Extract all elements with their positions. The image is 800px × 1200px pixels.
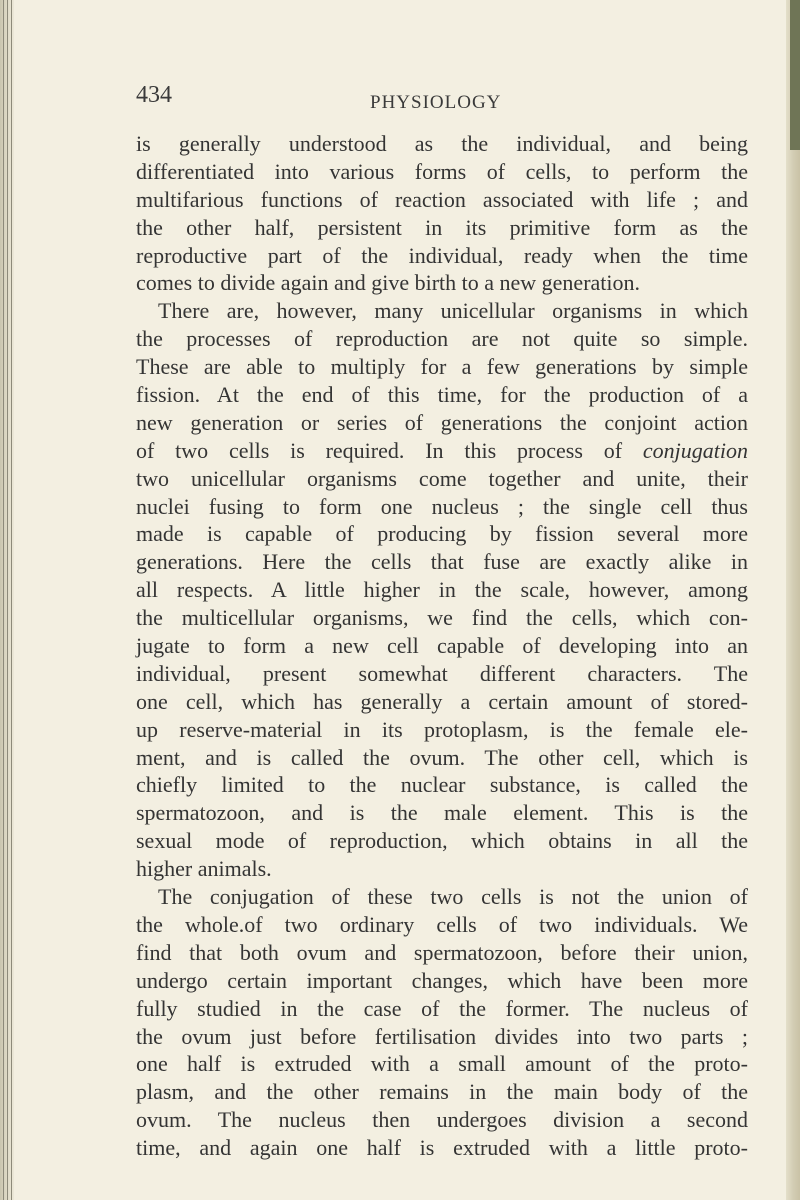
text-line: find that both ovum and spermatozoon, before their union, [136, 939, 748, 965]
text-line [136, 437, 748, 465]
text-line: new generation or series of generations the conjoint action [136, 409, 748, 435]
text-line: ovum. The nucleus then undergoes division a second [136, 1107, 748, 1133]
gutter-line [11, 0, 12, 1200]
text-line: fully studied in the case of the former. The nucleus of [136, 995, 748, 1021]
running-head: PHYSIOLOGY [370, 92, 502, 113]
text-line: the other half, persistent in its primitive form as the [136, 214, 748, 240]
text-line: up reserve-material in its protoplasm, is the female ele- [136, 716, 748, 742]
text-line: undergo certain important changes, which have been more [136, 967, 748, 993]
text-line: the ovum just before fertilisation divides into two parts ; [136, 1023, 748, 1049]
text-line: all respects. A little higher in the scale, however, among [136, 577, 748, 603]
text-line: These are able to multiply for a few generations by simple [136, 354, 748, 380]
text-line: There are, however, many unicellular organisms in which [158, 298, 748, 324]
text-line: differentiated into various forms of cells, to perform the [136, 158, 748, 184]
text-line: jugate to form a new cell capable of developing into an [136, 633, 748, 659]
text-line: made is capable of producing by fission several more [136, 521, 748, 547]
text-line: one half is extruded with a small amount of the proto- [136, 1051, 748, 1077]
text-line: fission. At the end of this time, for the production of a [136, 382, 748, 408]
italic-term: conjugation [642, 437, 749, 463]
text-line: reproductive part of the individual, ready when the time [136, 242, 748, 268]
text-line: comes to divide again and give birth to a new generation. [136, 270, 641, 296]
text-line: the multicellular organisms, we find the cells, which con- [136, 605, 748, 631]
text-line: one cell, which has generally a certain amount of stored- [136, 688, 748, 714]
gutter-line [7, 0, 8, 1200]
text-line: time, and again one half is extruded with a little proto- [136, 1135, 748, 1161]
text-line: ment, and is called the ovum. The other cell, which is [136, 744, 748, 770]
text-line: multifarious functions of reaction associated with life ; and [136, 186, 748, 212]
text-line: the whole.of two ordinary cells of two individuals. We [136, 911, 748, 937]
text-line: chiefly limited to the nuclear substance, is called the [136, 772, 748, 798]
text-line: plasm, and the other remains in the main body of the [136, 1079, 748, 1105]
text-line: the processes of reproduction are not quite so simple. [136, 326, 748, 352]
text-line: individual, present somewhat different characters. The [136, 660, 748, 686]
gutter-line [3, 0, 4, 1200]
text-line: The conjugation of these two cells is not the union of [158, 884, 748, 910]
page-number: 434 [136, 82, 172, 108]
text-line: nuclei fusing to form one nucleus ; the single cell thus [136, 493, 748, 519]
text-line: generations. Here the cells that fuse are exactly alike in [136, 549, 748, 575]
text-line: spermatozoon, and is the male element. This is the [136, 800, 748, 826]
text-run: of two cells is required. In this process of [136, 437, 623, 463]
text-line: two unicellular organisms come together and unite, their [136, 465, 748, 491]
text-line: is generally understood as the individual, and being [136, 131, 748, 156]
text-line: sexual mode of reproduction, which obtains in all the [136, 828, 748, 854]
body-text [136, 130, 748, 1162]
page-edge-shadow [790, 0, 800, 150]
page-edge [786, 0, 800, 1200]
text-line: higher animals. [136, 856, 272, 882]
